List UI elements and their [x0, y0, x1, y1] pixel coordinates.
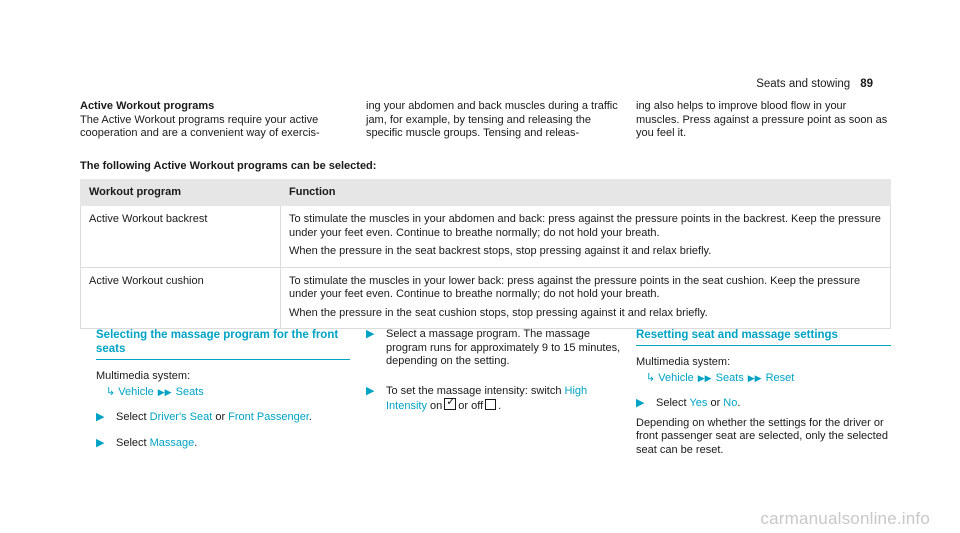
intro-col-3: ing also helps to improve blood flow in your muscles. Press against a pressure point as soon as you feel it.: [636, 100, 888, 139]
step-arrow-icon: ▶: [636, 397, 645, 409]
table-header-row: [81, 180, 891, 206]
section-heading: Selecting the massage program for the front seats: [96, 328, 350, 360]
section-massage-program: [96, 328, 350, 450]
path-arrow-icon: ↳: [646, 371, 656, 384]
page-header: [756, 78, 873, 92]
function-cell: [281, 267, 891, 329]
option-front-passenger[interactable]: Front Passenger: [228, 411, 309, 423]
table-row: [81, 267, 891, 329]
step-text: Select a massage program. The massage program runs for approximately 9 to 15 minutes, depending on the setting.: [386, 328, 621, 367]
option-no[interactable]: No: [723, 397, 738, 409]
function-cell: [281, 206, 891, 268]
function-text: To stimulate the muscles in your abdomen and back: press against the pressure points in the backrest. Keep the pressure under your feet even. Continue to breathe normally; do not hold your breath.: [289, 213, 881, 239]
section-heading: Resetting seat and massage settings: [636, 328, 891, 346]
fast-forward-icon: ▶▶: [157, 386, 172, 397]
step-intensity: [366, 385, 621, 414]
step-text: .: [194, 436, 198, 449]
checkbox-checked-icon: ✓: [446, 396, 456, 408]
path-vehicle[interactable]: Vehicle: [658, 371, 694, 384]
path-arrow-icon: ↳: [106, 385, 116, 398]
system-label: Multimedia system:: [636, 356, 731, 368]
step-text: .: [498, 400, 502, 412]
header-function: Function: [281, 180, 891, 206]
option-high-intensity[interactable]: High Intensity: [386, 384, 588, 412]
section-massage-steps: [366, 328, 621, 414]
step-text: or: [710, 397, 721, 409]
path-seats[interactable]: Seats: [175, 385, 204, 398]
path-vehicle[interactable]: Vehicle: [118, 385, 154, 398]
step-text: Select: [116, 411, 147, 423]
step-text: .: [737, 397, 741, 409]
reset-note: Depending on whether the settings for the driver or front passenger seat are selected, only the selected seat can be reset.: [636, 416, 888, 456]
step-text: or off: [458, 400, 484, 412]
path-seats[interactable]: Seats: [715, 371, 744, 384]
fast-forward-icon: ▶▶: [747, 372, 762, 383]
function-text: When the pressure in the seat backrest stops, stop pressing against it and relax briefly.: [289, 245, 712, 257]
step-arrow-icon: ▶: [96, 436, 105, 449]
function-text: To stimulate the muscles in your lower back: press against the pressure points in the seat cushion. Keep the pressure under your feet even. Continue to breathe normally; do not hold your breath.: [289, 274, 861, 300]
intro-text-1: The Active Workout programs require your active cooperation and are a convenient way of exercis-: [80, 113, 320, 139]
intro-col-1: [80, 100, 332, 141]
step-select-massage: [96, 437, 350, 451]
program-cell: Active Workout cushion: [81, 267, 281, 329]
step-confirm-reset: [636, 397, 891, 411]
menu-path: [106, 386, 350, 400]
path-reset[interactable]: Reset: [765, 371, 795, 384]
step-text: Select: [116, 436, 147, 449]
checkbox-empty-icon: [485, 399, 496, 410]
step-arrow-icon: ▶: [366, 328, 375, 340]
table-intro: The following Active Workout programs can be selected:: [80, 160, 377, 172]
step-text: or: [215, 411, 226, 423]
menu-path: [646, 372, 891, 386]
step-arrow-icon: ▶: [366, 384, 375, 397]
step-select-seat: [96, 411, 350, 425]
workout-table: [80, 179, 891, 329]
header-program: Workout program: [81, 180, 281, 206]
watermark: carmanualsonline.info: [760, 508, 930, 528]
program-cell: Active Workout backrest: [81, 206, 281, 268]
step-arrow-icon: ▶: [96, 411, 105, 423]
section-title: Seats and stowing: [756, 78, 851, 90]
section-reset: [636, 328, 891, 457]
intro-col-2: ing your abdomen and back muscles during a traffic jam, for example, by tensing and releasing the specific muscle groups. Tensing and releas-: [366, 100, 618, 139]
fast-forward-icon: ▶▶: [697, 372, 712, 383]
step-text: To set the massage intensity: switch: [386, 384, 562, 397]
step-text: Select: [656, 397, 687, 409]
step-select-program: [366, 328, 621, 369]
option-yes[interactable]: Yes: [689, 397, 708, 409]
option-massage[interactable]: Massage: [149, 436, 195, 449]
intro-title: Active Workout programs: [80, 100, 215, 112]
step-text: .: [308, 411, 312, 423]
step-text: on: [430, 400, 443, 412]
page-number: 89: [860, 78, 873, 90]
option-drivers-seat[interactable]: Driver's Seat: [149, 411, 213, 423]
system-label: Multimedia system:: [96, 370, 191, 382]
function-text: When the pressure in the seat cushion stops, stop pressing against it and relax briefly.: [289, 306, 708, 319]
table-row: [81, 206, 891, 268]
